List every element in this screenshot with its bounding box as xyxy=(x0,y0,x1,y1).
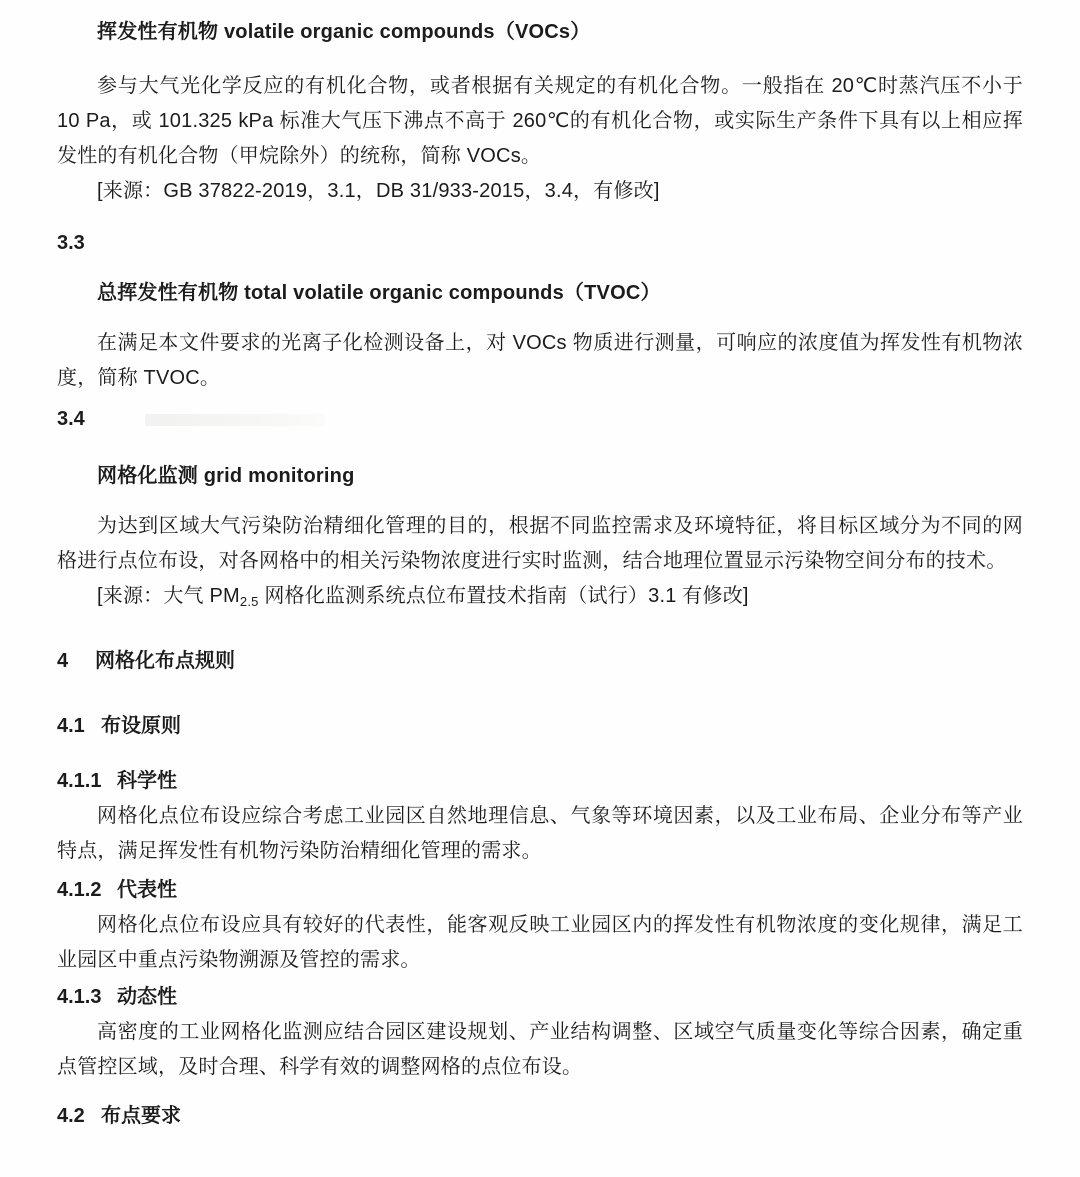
pm25-subscript: 2.5 xyxy=(239,594,259,609)
section-title-4-1-2: 代表性 xyxy=(117,879,177,901)
section-title-4-1: 布设原则 xyxy=(101,715,181,737)
source-text-prefix: [来源：大气 PM xyxy=(97,585,240,607)
section-number-4-1-3: 4.1.3 xyxy=(57,986,102,1008)
scan-artifact xyxy=(145,414,325,426)
clause-row-3-4 xyxy=(57,402,1023,437)
section-heading-4-1 xyxy=(57,709,1023,744)
section-heading-4-1-1 xyxy=(57,764,1023,799)
definition-paragraph-grid-monitoring: 为达到区域大气污染防治精细化管理的目的，根据不同监控需求及环境特征，将目标区域分为不同的网格进行点位布设，对各网格中的相关污染物浓度进行实时监测，结合地理位置显示污染物空间分布的技术。 xyxy=(57,515,1023,572)
source-note-vocs: [来源：GB 37822-2019，3.1，DB 31/933-2015，3.4，有修改] xyxy=(97,180,660,202)
section-heading-4-2 xyxy=(57,1099,1023,1134)
section-title-4-1-1: 科学性 xyxy=(117,770,177,792)
clause-number-3-4: 3.4 xyxy=(57,408,85,430)
body-paragraph-4-1-2: 网格化点位布设应具有较好的代表性，能客观反映工业园区内的挥发性有机物浓度的变化规律，满足工业园区中重点污染物溯源及管控的需求。 xyxy=(57,914,1023,971)
section-number-4-1-2: 4.1.2 xyxy=(57,879,102,901)
term-heading-vocs: 挥发性有机物 volatile organic compounds（VOCs） xyxy=(97,21,591,43)
section-heading-4-1-2 xyxy=(57,873,1023,908)
definition-paragraph-tvoc: 在满足本文件要求的光离子化检测设备上，对 VOCs 物质进行测量，可响应的浓度值为挥发性有机物浓度，简称 TVOC。 xyxy=(57,332,1023,389)
source-note-grid-monitoring xyxy=(57,579,1023,614)
section-title-4: 网格化布点规则 xyxy=(95,650,235,672)
section-heading-4 xyxy=(57,644,1023,679)
source-text-suffix: 网格化监测系统点位布置技术指南（试行）3.1 有修改] xyxy=(258,585,749,607)
section-number-4-1: 4.1 xyxy=(57,715,85,737)
section-title-4-2: 布点要求 xyxy=(101,1105,181,1127)
section-title-4-1-3: 动态性 xyxy=(117,986,177,1008)
term-heading-tvoc: 总挥发性有机物 total volatile organic compounds（TVOC） xyxy=(97,282,661,304)
section-number-4-2: 4.2 xyxy=(57,1105,85,1127)
body-paragraph-4-1-1: 网格化点位布设应综合考虑工业园区自然地理信息、气象等环境因素，以及工业布局、企业分布等产业特点，满足挥发性有机物污染防治精细化管理的需求。 xyxy=(57,805,1023,862)
clause-number-3-3: 3.3 xyxy=(57,232,85,254)
body-paragraph-4-1-3: 高密度的工业网格化监测应结合园区建设规划、产业结构调整、区域空气质量变化等综合因素，确定重点管控区域，及时合理、科学有效的调整网格的点位布设。 xyxy=(57,1021,1023,1078)
section-number-4: 4 xyxy=(57,650,69,672)
term-heading-grid-monitoring: 网格化监测 grid monitoring xyxy=(97,465,355,487)
section-heading-4-1-3 xyxy=(57,980,1023,1015)
definition-paragraph-vocs: 参与大气光化学反应的有机化合物，或者根据有关规定的有机化合物。一般指在 20℃时蒸汽压不小于 10 Pa，或 101.325 kPa 标准大气压下沸点不高于 260℃的有机化合物，或实际生产条件下具有以上相应挥发性的有机化合物（甲烷除外）的统称，简称 VOCs。 xyxy=(57,75,1023,167)
section-number-4-1-1: 4.1.1 xyxy=(57,770,102,792)
